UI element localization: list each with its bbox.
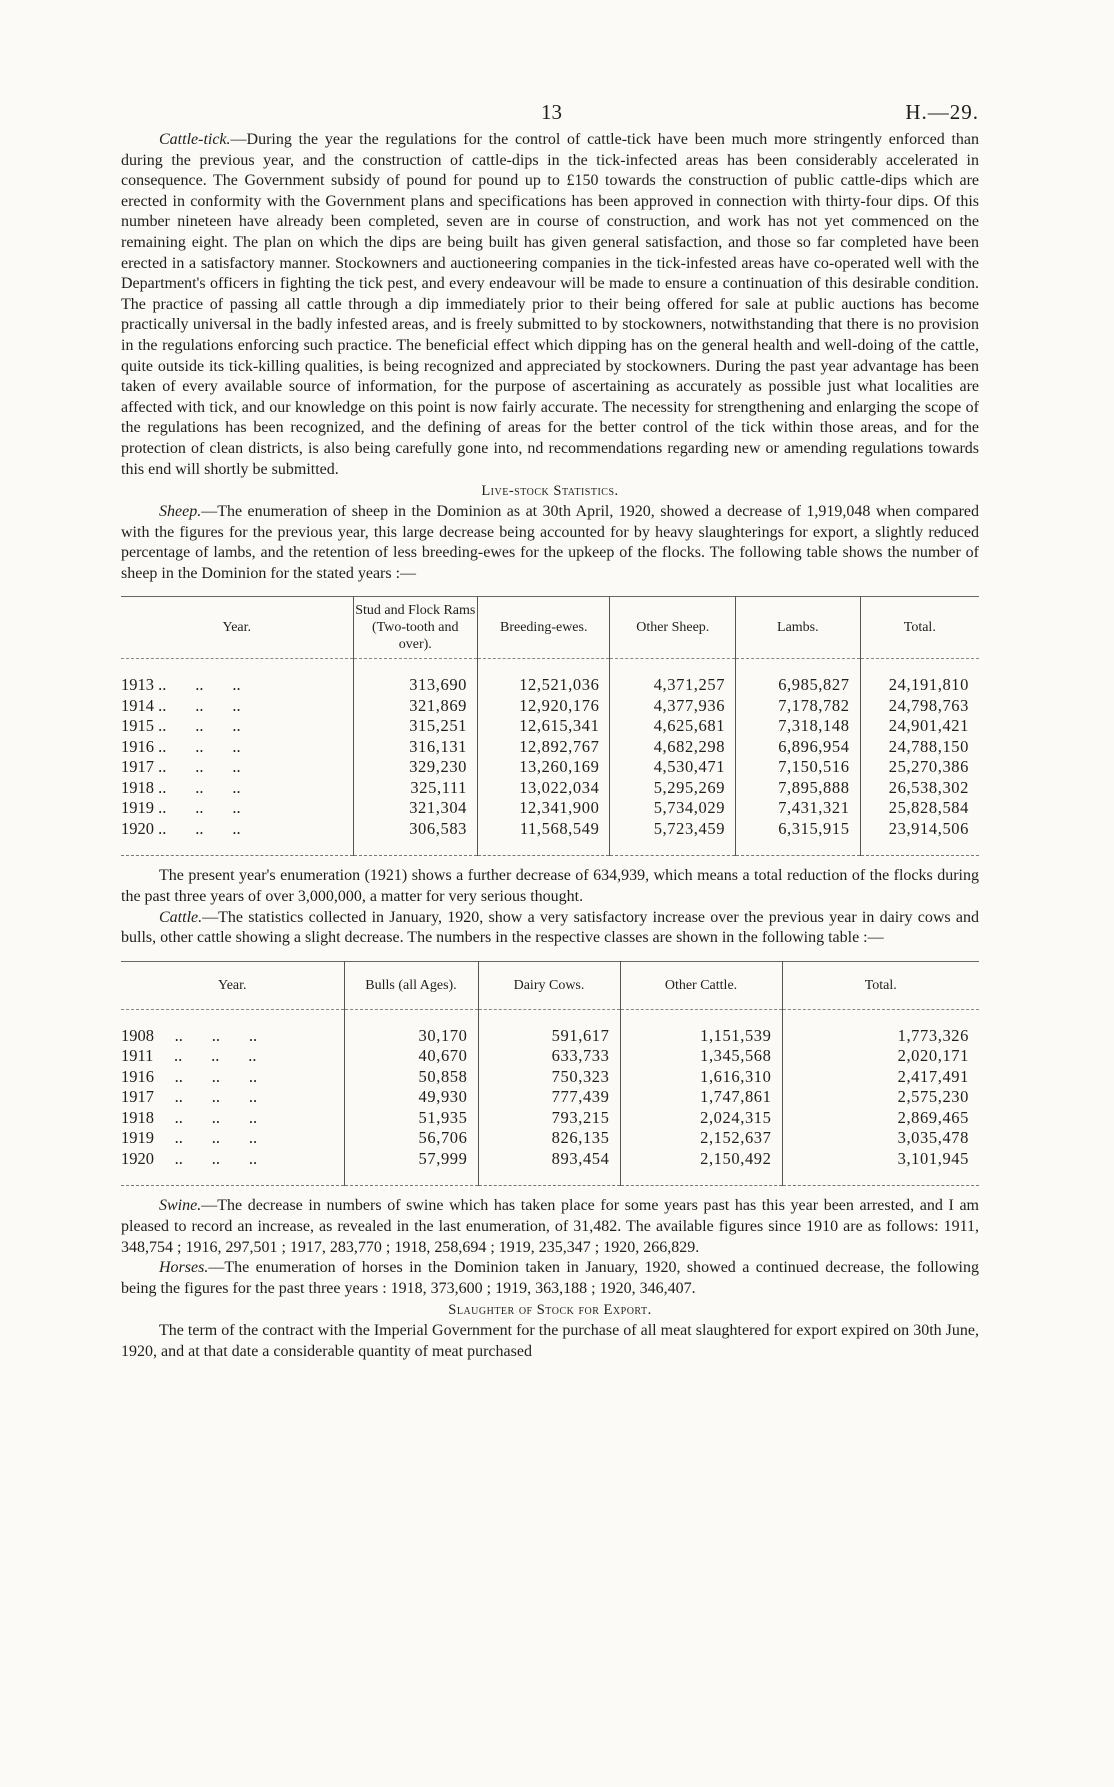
- cattle-table-value-cell: 2,869,465: [782, 1108, 979, 1129]
- cattle-tick-text: —During the year the regulations for the control of cattle-tick have been much more stringently enforced than during the previous year, and the construction of cattle-dips in the tick-infected areas has been considerably accelerated in consequence. The Government subsidy of pound for pound up to £150 towards the construction of public cattle-dips which are erected in conformity with the Government plans and specifications has been approved in connection with thirty-four dips. Of this number nineteen have already been completed, seven are in course of construction, and work has not yet commenced on the remaining eight. The plan on which the dips are being built has given general satisfaction, and those so far completed have been erected in a satisfactory manner. Stockowners and auctioneering companies in the tick-infested areas have co-operated well with the Department's officers in fighting the tick pest, and every endeavour will be made to ensure a continuation of this desirable condition. The practice of passing all cattle through a dip immediately prior to their being offered for sale at public auctions has become practically universal in the badly infested areas, and is freely submitted to by stockowners, notwithstanding that there is no provision in the regulations enforcing such practice. The beneficial effect which dipping has on the general health and well-doing of the cattle, quite outside its tick-killing qualities, is being recognized and appreciated by stockowners. During the past year advantage has been taken of every available source of information, for the purpose of ascertaining as accurately as possible just what localities are affected with tick, and our knowledge on this point is now fairly accurate. The necessity for strengthening and enlarging the scope of the regulations has been recognized, and the defining of areas for the better control of the tick within those areas, and for the protection of clean districts, is also being carefully gone into, nd recommendations regarding new or amending regulations towards this end will shortly be submitted.: [121, 131, 979, 478]
- cattle-table-value-cell: 57,999: [344, 1149, 478, 1170]
- sheep-table-value-cell: 7,895,888: [736, 778, 861, 799]
- sheep-table-value-cell: 12,892,767: [478, 737, 610, 758]
- sheep-table-value-cell: 7,178,782: [736, 696, 861, 717]
- sheep-table-value-cell: 321,304: [353, 798, 478, 819]
- sheep-table-year-cell: 1918 .. .. ..: [121, 777, 241, 797]
- sheep-table-value-cell: 6,896,954: [736, 737, 861, 758]
- sheep-table-row: [121, 675, 979, 696]
- cattle-table-value-cell: 1,747,861: [620, 1087, 782, 1108]
- cattle-table-value-cell: 750,323: [478, 1067, 620, 1088]
- sheep-table-value-cell: 23,914,506: [860, 819, 979, 840]
- cattle-table-row: [121, 1128, 979, 1149]
- document-reference: H.—29.: [905, 100, 979, 124]
- cattle-header-bulls: Bulls (all Ages).: [344, 961, 478, 1009]
- sheep-table-value-cell: 315,251: [353, 716, 478, 737]
- cattle-table-value-cell: 50,858: [344, 1067, 478, 1088]
- cattle-table-row: [121, 1108, 979, 1129]
- sheep-table-value-cell: 4,530,471: [610, 757, 736, 778]
- sheep-table-value-cell: 5,734,029: [610, 798, 736, 819]
- sheep-table-value-cell: 4,377,936: [610, 696, 736, 717]
- sheep-table-value-cell: 7,150,516: [736, 757, 861, 778]
- cattle-table-value-cell: 826,135: [478, 1128, 620, 1149]
- sheep-table-value-cell: 5,295,269: [610, 778, 736, 799]
- sheep-table-row: [121, 696, 979, 717]
- cattle-table-value-cell: 1,773,326: [782, 1026, 979, 1047]
- sheep-table-year-cell: 1920 .. .. ..: [121, 818, 241, 838]
- sheep-table-value-cell: 7,431,321: [736, 798, 861, 819]
- cattle-table-value-cell: 2,150,492: [620, 1149, 782, 1170]
- sheep-table-value-cell: 321,869: [353, 696, 478, 717]
- cattle-table-row: [121, 1046, 979, 1067]
- cattle-table-value-cell: 40,670: [344, 1046, 478, 1067]
- sheep-table-value-cell: 25,828,584: [860, 798, 979, 819]
- sheep-table-year-cell: 1913 .. .. ..: [121, 675, 241, 695]
- cattle-table-row: [121, 1149, 979, 1170]
- sheep-header-other: Other Sheep.: [610, 597, 736, 659]
- section-heading-livestock: Live-stock Statistics.: [481, 483, 619, 500]
- section-heading-slaughter: Slaughter of Stock for Export.: [448, 1302, 652, 1319]
- sheep-table-value-cell: 12,920,176: [478, 696, 610, 717]
- sheep-table: [121, 596, 979, 856]
- sheep-table-value-cell: 306,583: [353, 819, 478, 840]
- cattle-table-year-cell: 1917 .. .. ..: [121, 1087, 258, 1107]
- cattle-table-value-cell: 1,151,539: [620, 1026, 782, 1047]
- cattle-table-value-cell: 633,733: [478, 1046, 620, 1067]
- horses-heading: Horses.: [159, 1259, 209, 1277]
- sheep-table-row: [121, 819, 979, 840]
- cattle-table-year-cell: 1911 .. .. ..: [121, 1046, 257, 1066]
- sheep-table-value-cell: 5,723,459: [610, 819, 736, 840]
- cattle-header-total: Total.: [782, 961, 979, 1009]
- cattle-text: —The statistics collected in January, 1920, show a very satisfactory increase over the previous year in dairy cows and bulls, other cattle showing a slight decrease. The numbers in the respective classes are shown in the following table :—: [121, 908, 979, 947]
- cattle-table-year-cell: 1920 .. .. ..: [121, 1148, 258, 1168]
- cattle-table-year-cell: 1919 .. .. ..: [121, 1128, 258, 1148]
- cattle-table-value-cell: 2,024,315: [620, 1108, 782, 1129]
- sheep-text: —The enumeration of sheep in the Dominion as at 30th April, 1920, showed a decrease of 1,919,048 when compared with the figures for the previous year, this large decrease being accounted for by heavy slaughterings for export, a slightly reduced percentage of lambs, and the retention of less breeding-ewes for the upkeep of the flocks. The following table shows the number of sheep in the Dominion for the stated years :—: [121, 503, 979, 582]
- cattle-tick-paragraph: [121, 130, 979, 480]
- sheep-table-value-cell: 13,260,169: [478, 757, 610, 778]
- page-number: 13: [541, 100, 562, 124]
- cattle-table-value-cell: 793,215: [478, 1108, 620, 1129]
- sheep-table-year-cell: 1914 .. .. ..: [121, 695, 241, 715]
- sheep-table-value-cell: 6,985,827: [736, 675, 861, 696]
- sheep-table-value-cell: 24,798,763: [860, 696, 979, 717]
- sheep-table-value-cell: 329,230: [353, 757, 478, 778]
- sheep-table-value-cell: 12,521,036: [478, 675, 610, 696]
- cattle-paragraph: [121, 908, 979, 949]
- cattle-table-row: [121, 1067, 979, 1088]
- sheep-table-value-cell: 11,568,549: [478, 819, 610, 840]
- cattle-table-value-cell: 30,170: [344, 1026, 478, 1047]
- sheep-table-row: [121, 716, 979, 737]
- swine-text: —The decrease in numbers of swine which has taken place for some years past has this year been arrested, and I am pleased to record an increase, as revealed in the last enumeration, of 31,482. The available figures since 1910 are as follows: 1911, 348,754 ; 1916, 297,501 ; 1917, 283,770 ; 1918, 258,694 ; 1919, 235,347 ; 1920, 266,829.: [121, 1197, 979, 1256]
- cattle-table-value-cell: 1,616,310: [620, 1067, 782, 1088]
- sheep-table-value-cell: 24,191,810: [860, 675, 979, 696]
- horses-paragraph: [121, 1258, 979, 1299]
- sheep-header-year: Year.: [222, 620, 252, 636]
- sheep-paragraph: [121, 502, 979, 584]
- cattle-table-row: [121, 1026, 979, 1047]
- sheep-heading: Sheep.: [159, 503, 202, 521]
- page-header: [121, 100, 979, 130]
- sheep-table-value-cell: 313,690: [353, 675, 478, 696]
- cattle-table-value-cell: 3,035,478: [782, 1128, 979, 1149]
- sheep-header-rams: Stud and Flock Rams (Two-tooth and over).: [353, 597, 478, 659]
- cattle-table-year-cell: 1916 .. .. ..: [121, 1066, 258, 1086]
- cattle-table-value-cell: 2,020,171: [782, 1046, 979, 1067]
- cattle-header-year: Year.: [217, 977, 247, 993]
- sheep-table-value-cell: 24,788,150: [860, 737, 979, 758]
- cattle-table-value-cell: 591,617: [478, 1026, 620, 1047]
- sheep-table-value-cell: 4,682,298: [610, 737, 736, 758]
- sheep-table-row: [121, 778, 979, 799]
- sheep-table-value-cell: 6,315,915: [736, 819, 861, 840]
- sheep-table-value-cell: 26,538,302: [860, 778, 979, 799]
- cattle-table-year-cell: 1908 .. .. ..: [121, 1025, 258, 1045]
- sheep-table-row: [121, 798, 979, 819]
- sheep-header-lambs: Lambs.: [736, 597, 861, 659]
- cattle-table: [121, 961, 979, 1187]
- sheep-table-value-cell: 4,625,681: [610, 716, 736, 737]
- document-page: [121, 100, 979, 1363]
- sheep-table-value-cell: 7,318,148: [736, 716, 861, 737]
- sheep-table-value-cell: 4,371,257: [610, 675, 736, 696]
- sheep-table-year-cell: 1919 .. .. ..: [121, 798, 241, 818]
- sheep-table-value-cell: 24,901,421: [860, 716, 979, 737]
- slaughter-paragraph: The term of the contract with the Imperial Government for the purchase of all meat slaughtered for export expired on 30th June, 1920, and at that date a considerable quantity of meat purchased: [121, 1322, 979, 1360]
- cattle-table-value-cell: 56,706: [344, 1128, 478, 1149]
- cattle-table-value-cell: 2,152,637: [620, 1128, 782, 1149]
- cattle-header-other: Other Cattle.: [620, 961, 782, 1009]
- cattle-table-value-cell: 2,417,491: [782, 1067, 979, 1088]
- present-year-paragraph: The present year's enumeration (1921) shows a further decrease of 634,939, which means a total reduction of the flocks during the past three years of over 3,000,000, a matter for very serious thought.: [121, 867, 979, 906]
- cattle-table-value-cell: 893,454: [478, 1149, 620, 1170]
- cattle-heading: Cattle.: [159, 908, 203, 926]
- swine-paragraph: [121, 1196, 979, 1258]
- cattle-table-value-cell: 1,345,568: [620, 1046, 782, 1067]
- sheep-header-total: Total.: [860, 597, 979, 659]
- cattle-tick-heading: Cattle-tick.: [159, 131, 231, 148]
- cattle-table-value-cell: 51,935: [344, 1108, 478, 1129]
- cattle-header-dairy: Dairy Cows.: [478, 961, 620, 1009]
- sheep-table-value-cell: 316,131: [353, 737, 478, 758]
- cattle-table-value-cell: 777,439: [478, 1087, 620, 1108]
- sheep-header-ewes: Breeding-ewes.: [478, 597, 610, 659]
- cattle-table-value-cell: 2,575,230: [782, 1087, 979, 1108]
- swine-heading: Swine.: [159, 1197, 202, 1215]
- sheep-table-row: [121, 757, 979, 778]
- sheep-table-year-cell: 1916 .. .. ..: [121, 736, 241, 756]
- sheep-table-value-cell: 325,111: [353, 778, 478, 799]
- sheep-table-year-cell: 1915 .. .. ..: [121, 716, 241, 736]
- cattle-table-value-cell: 49,930: [344, 1087, 478, 1108]
- cattle-table-value-cell: 3,101,945: [782, 1149, 979, 1170]
- sheep-table-value-cell: 25,270,386: [860, 757, 979, 778]
- sheep-table-value-cell: 12,341,900: [478, 798, 610, 819]
- sheep-table-value-cell: 13,022,034: [478, 778, 610, 799]
- cattle-table-year-cell: 1918 .. .. ..: [121, 1107, 258, 1127]
- sheep-table-value-cell: 12,615,341: [478, 716, 610, 737]
- sheep-table-row: [121, 737, 979, 758]
- cattle-table-row: [121, 1087, 979, 1108]
- horses-text: —The enumeration of horses in the Dominion taken in January, 1920, showed a continued decrease, the following being the figures for the past three years : 1918, 373,600 ; 1919, 363,188 ; 1920, 346,407.: [121, 1259, 979, 1297]
- sheep-table-year-cell: 1917 .. .. ..: [121, 757, 241, 777]
